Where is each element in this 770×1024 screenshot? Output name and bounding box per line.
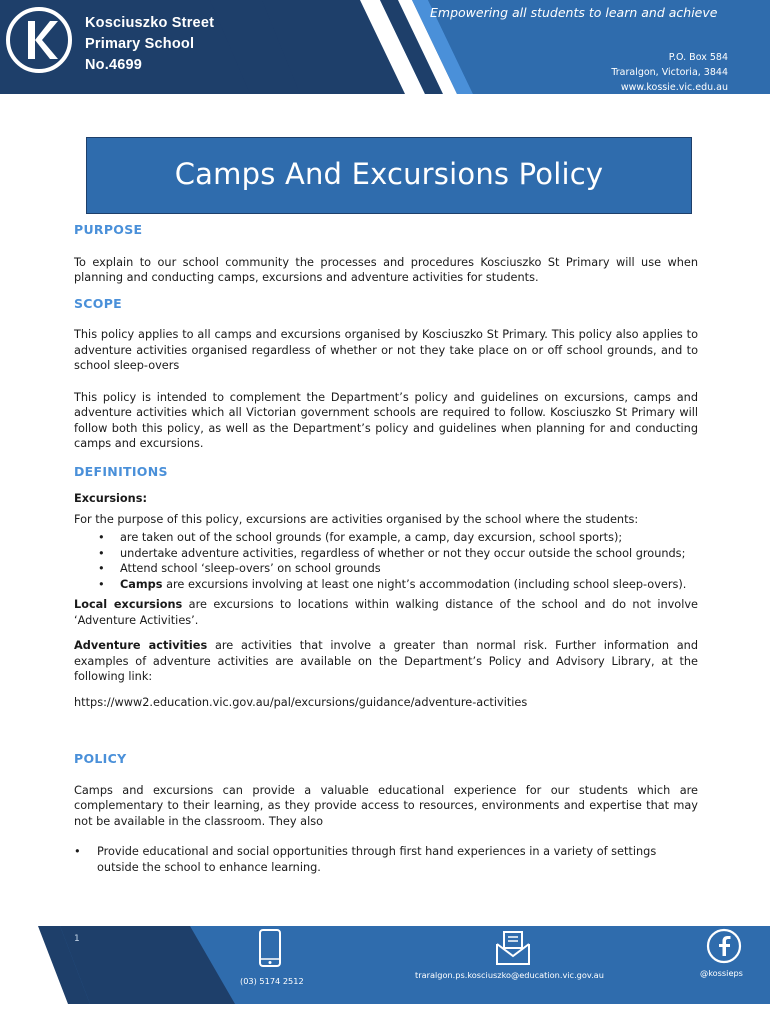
local-excursions-definition: [74, 597, 698, 628]
school-name-line3: No.4699: [85, 57, 143, 73]
school-name-line2: Primary School: [85, 36, 195, 52]
page-title: Camps And Excursions Policy: [174, 156, 604, 191]
letterhead-header: [0, 0, 770, 94]
scope-heading: SCOPE: [74, 295, 123, 311]
excursions-label: Excursions:: [74, 492, 147, 505]
address-po-box: P.O. Box 584: [668, 52, 728, 63]
title-banner: [86, 137, 692, 214]
school-name: [85, 13, 214, 76]
excursions-intro: For the purpose of this policy, excursions are activities organised by the school where the students:: [74, 512, 639, 526]
camps-text: are excursions involving at least one night’s accommodation (including school sleep-overs).: [162, 577, 687, 591]
school-name-line1: Kosciuszko Street: [85, 15, 215, 31]
local-excursions-text: are excursions to locations within walking distance of the school and do not involve ‘Adventure Activities’.: [74, 598, 698, 627]
footer-email[interactable]: traralgon.ps.kosciuszko@education.vic.gov.au: [415, 970, 604, 980]
adventure-activities-label: Adventure activities: [74, 639, 208, 652]
address-city: Traralgon, Victoria, 3844: [611, 67, 728, 78]
footer-phone[interactable]: (03) 5174 2512: [240, 976, 304, 986]
adventure-activities-text: are activities that involve a greater than normal risk. Further information and examples of adventure activities are available on the Department’s Policy and Advisory Library, at the following link:: [74, 639, 699, 683]
excursions-list: [74, 530, 698, 592]
adventure-activities-definition: [74, 638, 698, 685]
list-item: • Attend school ‘sleep-overs’ on school grounds: [98, 561, 698, 577]
website-link[interactable]: www.kossie.vic.edu.au: [620, 82, 728, 93]
purpose-heading: PURPOSE: [74, 222, 143, 237]
letterhead-footer: [0, 926, 770, 1004]
envelope-icon: [495, 930, 531, 966]
mobile-phone-icon: [258, 928, 282, 968]
policy-list: [74, 844, 698, 875]
list-item-camps: [98, 577, 698, 593]
purpose-text: To explain to our school community the processes and procedures Kosciuszko St Primary will use when planning and conducting camps, excursions and adventure activities for students.: [74, 255, 698, 284]
local-excursions-label: Local excursions: [74, 598, 183, 611]
camps-label: Camps: [120, 577, 163, 591]
school-address: [611, 50, 728, 94]
scope-text-2: This policy is intended to complement the Department’s policy and guidelines on excursions, camps and adventure activities which all Victorian government schools are required to follow. Kosciuszko St Primary will follow both this policy, as well as the Department’s policy and guidelines when planning for and conducting camps and excursions.: [74, 390, 698, 450]
policy-heading: POLICY: [74, 751, 127, 766]
page-number: 1: [74, 934, 80, 944]
policy-text: Camps and excursions can provide a valuable educational experience for our students which are complementary to their learning, as they provide access to resources, environments and expertise that may not be available in the classroom. They also: [74, 783, 698, 828]
list-item: • undertake adventure activities, regardless of whether or not they occur outside the school grounds;: [98, 546, 698, 562]
scope-text-1: This policy applies to all camps and excursions organised by Kosciuszko St Primary. This policy also applies to adventure activities organised regardless of whether or not they take place on or off school grounds, and to school sleep-overs: [74, 328, 698, 372]
adventure-activities-link[interactable]: https://www2.education.vic.gov.au/pal/excursions/guidance/adventure-activities: [74, 695, 528, 709]
definitions-heading: DEFINITIONS: [74, 463, 168, 479]
list-item: • are taken out of the school grounds (for example, a camp, day excursion, school sports);: [98, 530, 698, 546]
footer-social-handle[interactable]: @kossieps: [700, 968, 743, 978]
policy-content: [74, 222, 698, 875]
facebook-icon[interactable]: [706, 928, 742, 964]
school-logo-k-icon: [6, 7, 72, 73]
list-item: • Provide educational and social opportunities through first hand experiences in a variety of settings outside the school to enhance learning.: [74, 844, 698, 875]
footer-background: [0, 926, 770, 1004]
school-tagline: Empowering all students to learn and achieve: [430, 5, 718, 20]
